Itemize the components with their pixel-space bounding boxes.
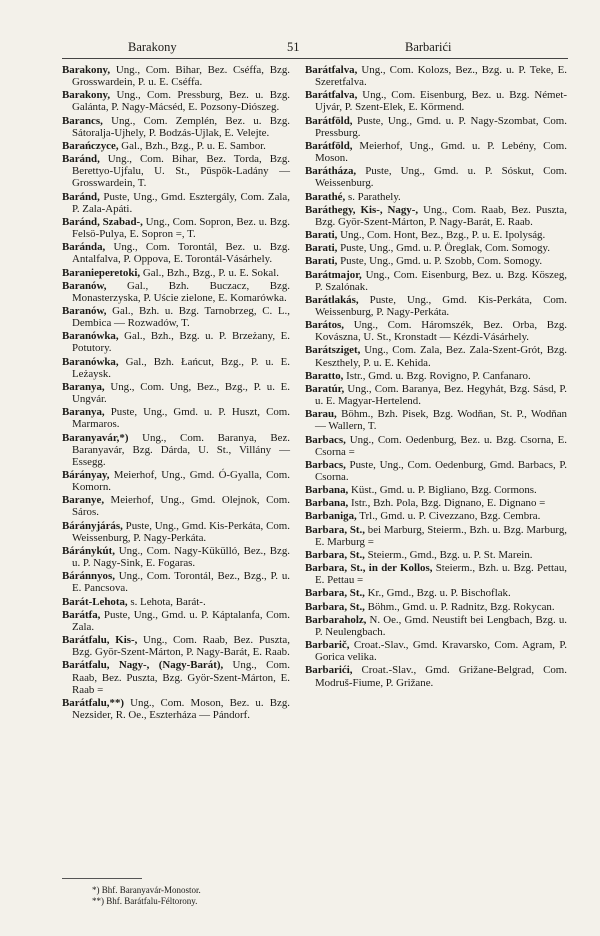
gazetteer-entry (305, 497, 567, 509)
entry-details: Ung., Com. Zemplén, Bez. u. Bzg. Sátoralja-Ujhely, P. Bodzás-Ujlak, E. Velejte. (72, 114, 290, 139)
gazetteer-entry (62, 596, 290, 608)
gazetteer-entry (62, 570, 290, 594)
entry-details: Meierhof, Ung., Gmd. Olejnok, Com. Sáros. (72, 494, 290, 519)
entry-details: Puste, Ung., Gmd. u. P. Sóskut, Com. Weissenburg. (315, 165, 567, 190)
entry-headword: Baránd, (62, 153, 100, 166)
gazetteer-entry (305, 204, 567, 228)
entry-details: Böhm., Bzh. Pisek, Bzg. Wodňan, St. P., Wodňan — Wallern, T. (315, 408, 567, 433)
entry-headword: Barátföld, (305, 114, 353, 127)
entry-details: Ung., Com. Eisenburg, Bez. u. Bzg. Köszeg, P. Szalónak. (315, 268, 567, 293)
entry-headword: Barátháza, (305, 165, 357, 178)
entry-details: s. Parathely. (345, 190, 401, 203)
entry-headword: Barbaniga, (305, 510, 357, 523)
entry-details: Puste, Ung., Gmd. u. P. Káptalanfa, Com. Zala. (72, 608, 290, 633)
entry-headword: Barátföld, (305, 139, 353, 152)
gazetteer-entry (62, 697, 290, 721)
entry-details: Ung., Com. Hont, Bez., Bzg., P. u. E. Ipolyság. (337, 229, 546, 242)
gazetteer-entry (62, 64, 290, 88)
gazetteer-entry (62, 469, 290, 493)
entry-headword: Barbarići, (305, 664, 353, 677)
entry-headword: Barátlakás, (305, 293, 359, 306)
entry-headword: Baratto, (305, 369, 344, 382)
entry-details: Ung., Com. Oedenburg, Bez. u. Bzg. Csorna, E. Csorna = (315, 433, 567, 458)
entry-details: Gal., Bzh. Łańcut, Bzg., P. u. E. Leżaysk. (72, 355, 290, 380)
entry-details: Steierm., Gmd., Bzg. u. P. St. Marein. (364, 548, 533, 561)
footnote-rule (62, 878, 142, 879)
gazetteer-entry (305, 269, 567, 293)
entry-details: Ung., Com. Bihar, Bez. Cséffa, Bzg. Grosswardein, P. u. E. Cséffa. (72, 64, 290, 89)
entry-details: Ung., Com. Torontál, Bez. u. Bzg. Antalfalva, P. Oppova, E. Torontál-Vásárhely. (72, 241, 290, 266)
gazetteer-entry (62, 609, 290, 633)
gazetteer-entry (305, 115, 567, 139)
entry-headword: Baranye, (62, 494, 105, 507)
gazetteer-entry (305, 524, 567, 548)
entry-headword: Barbarič, (305, 639, 350, 652)
entry-details: s. Lehota, Barát-. (127, 595, 206, 608)
entry-details: bei Marburg, Steierm., Bzh. u. Bzg. Marburg, E. Marburg = (315, 523, 567, 548)
entry-headword: Baranów, (62, 304, 107, 317)
entry-headword: Baranya, (62, 406, 105, 419)
gazetteer-entry (62, 191, 290, 215)
entry-details: Ung., Com. Sopron, Bez. u. Bzg. Felsö-Pulya, E. Sopron =, T. (72, 215, 291, 241)
entry-details: Küst., Gmd. u. P. Bigliano, Bzg. Cormons. (348, 484, 537, 497)
entry-headword: Baránda, (62, 241, 106, 254)
footnote: **) Bhf. Barátfalu-Féltorony. (92, 896, 198, 906)
entry-headword: Barátfalu, Kis-, (62, 634, 138, 647)
entry-details: Gal., Bzh. u. Bzg. Tarnobrzeg, C. L., Dembica — Rozwadów, T. (72, 304, 290, 330)
entry-headword: Barbara, St., (305, 548, 365, 561)
entry-details: Ung., Com. Baranya, Bez. Hegyhát, Bzg. Sásd, P. u. E. Magyar-Hertelend. (315, 382, 567, 408)
gazetteer-entry (62, 356, 290, 380)
entry-headword: Baranówka, (62, 355, 119, 368)
entry-headword: Barati, (305, 242, 338, 255)
left-column (62, 64, 290, 722)
running-header (0, 40, 600, 60)
entry-headword: Barbana, (305, 484, 349, 497)
gazetteer-entry (62, 140, 290, 152)
entry-details: Ung., Com. Torontál, Bez., Bzg., P. u. E. Pancsova. (72, 570, 290, 595)
gazetteer-entry (62, 241, 290, 265)
gazetteer-entry (305, 587, 567, 599)
entry-details: Gal., Bzh., Bzg., P. u. E. Sokal. (140, 266, 280, 279)
gazetteer-entry (305, 484, 567, 496)
gazetteer-entry (305, 64, 567, 88)
page-number: 51 (287, 40, 300, 54)
gazetteer-entry (62, 545, 290, 569)
gazetteer-entry (305, 434, 567, 458)
entry-headword: Barakony, (62, 64, 111, 76)
entry-headword: Barát-Lehota, (62, 595, 128, 608)
entry-headword: Barati, (305, 229, 338, 242)
gazetteer-entry (305, 255, 567, 267)
entry-headword: Barau, (305, 408, 337, 421)
entry-details: Ung., Com. Raab, Bez. Puszta, Bzg. Györ-Szent-Márton, P. Nagy-Barát, E. Raab. (72, 634, 290, 659)
gazetteer-entry (62, 153, 290, 189)
entry-headword: Barbacs, (305, 433, 346, 446)
entry-headword: Barátfa, (62, 608, 101, 621)
gazetteer-entry (305, 319, 567, 343)
entry-details: Gal., Bzh., Bzg., P. u. E. Sambor. (118, 139, 266, 152)
entry-details: Puste, Ung., Gmd. u. P. Szobb, Com. Somogy. (337, 255, 543, 268)
gazetteer-entry (305, 89, 567, 113)
entry-headword: Barancs, (62, 114, 103, 127)
entry-headword: Bárányjárás, (62, 519, 123, 532)
gazetteer-entry (62, 267, 290, 279)
entry-details: Ung., Com. Zala, Bez. Zala-Szent-Grót, Bzg. Keszthely, P. u. E. Kehida. (315, 344, 567, 369)
entry-details: Puste, Ung., Gmd. u. P. Nagy-Szombat, Com. Pressburg. (315, 114, 567, 139)
entry-details: Ung., Com. Háromszék, Bez. Orba, Bzg. Kovászna, U. St., Kronstadt — Kézdi-Vásárhely. (315, 319, 567, 344)
entry-details: Ung., Com. Raab, Bez. Puszta, Bzg. Györ-Szent-Márton, P. Nagy-Barát, E. Raab. (315, 203, 567, 228)
entry-headword: Barátfalva, (305, 89, 358, 102)
entry-details: Puste, Ung., Gmd. Esztergály, Com. Zala, P. Zala-Apáti. (72, 190, 290, 215)
entry-headword: Baráthegy, Kis-, Nagy-, (305, 203, 419, 216)
gazetteer-entry (62, 305, 290, 329)
entry-details: Puste, Ung., Gmd. Kis-Perkáta, Com. Weissenburg, P. Nagy-Perkáta. (72, 519, 290, 544)
entry-headword: Baranieperetoki, (62, 266, 141, 279)
entry-headword: Barańczyce, (62, 139, 119, 152)
entry-headword: Barbara, St., (305, 600, 365, 613)
right-column (305, 64, 567, 690)
entry-details: Puste, Ung., Gmd. u. P. Öreglak, Com. Somogy. (337, 242, 550, 255)
entry-details: Ung., Com. Nagy-Kükülló, Bez., Bzg. u. P. Nagy-Sink, E. Fogaras. (72, 544, 290, 570)
gazetteer-entry (62, 330, 290, 354)
gazetteer-entry (62, 406, 290, 430)
entry-details: Ung., Com. Baranya, Bez. Baranyavár, Bzg. Dárda, U. St., Villány — Essegg. (72, 431, 290, 468)
gazetteer-entry (62, 216, 290, 240)
gazetteer-entry (305, 191, 567, 203)
entry-headword: Baranya, (62, 380, 105, 393)
entry-headword: Baranyavár,*) (62, 431, 129, 444)
entry-details: Ung., Com. Pressburg, Bez. u. Bzg. Galánta, P. Nagy-Mácséd, E. Pozsony-Diószeg. (72, 89, 290, 114)
gazetteer-entry (62, 89, 290, 113)
gazetteer-entry (305, 601, 567, 613)
entry-details: Istr., Gmd. u. Bzg. Rovigno, P. Canfanaro. (343, 369, 531, 382)
entry-details: Trl., Gmd. u. P. Civezzano, Bzg. Cembra. (356, 510, 541, 523)
gazetteer-entry (305, 242, 567, 254)
gazetteer-entry (305, 294, 567, 318)
entry-headword: Barátfalu, Nagy-, (Nagy-Barát), (62, 659, 224, 672)
entry-details: Meierhof, Ung., Gmd. u. P. Lebény, Com. Moson. (315, 139, 567, 165)
entry-details: Steierm., Bzh. u. Bzg. Pettau, E. Pettau = (315, 562, 567, 587)
gazetteer-entry (62, 494, 290, 518)
entry-headword: Barbara, St., in der Kollos, (305, 562, 433, 575)
header-left-keyword: Barakony (128, 40, 177, 54)
entry-details: Puste, Ung., Gmd. u. P. Huszt, Com. Marmaros. (72, 406, 290, 431)
header-rule (62, 58, 568, 59)
entry-headword: Barátfalva, (305, 64, 358, 76)
entry-headword: Barátsziget, (305, 344, 361, 357)
entry-details: Puste, Ung., Gmd. Kis-Perkáta, Com. Weissenburg, P. Nagy-Perkáta. (315, 293, 567, 318)
entry-headword: Barátmajor, (305, 268, 362, 281)
gazetteer-entry (305, 459, 567, 483)
gazetteer-entry (305, 549, 567, 561)
entry-headword: Bárányay, (62, 469, 110, 481)
gazetteer-entry (305, 370, 567, 382)
entry-details: Ung., Com. Kolozs, Bez., Bzg. u. P. Teke, E. Szeretfalva. (315, 64, 567, 89)
gazetteer-entry (305, 344, 567, 368)
entry-headword: Baránd, (62, 190, 100, 203)
entry-headword: Barátos, (305, 319, 345, 332)
gazetteer-entry (305, 510, 567, 522)
entry-details: Ung., Com. Moson, Bez. u. Bzg. Nezsider, R. Oe., Eszterháza — Pándorf. (72, 696, 290, 721)
entry-headword: Barbara, St., (305, 587, 365, 600)
gazetteer-entry (305, 562, 567, 586)
gazetteer-entry (305, 639, 567, 663)
gazetteer-entry (305, 614, 567, 638)
entry-headword: Barbara, St., (305, 523, 365, 536)
entry-headword: Barati, (305, 255, 338, 268)
gazetteer-entry (305, 383, 567, 407)
entry-headword: Baranówka, (62, 330, 119, 343)
gazetteer-entry (305, 140, 567, 164)
entry-headword: Báránnyos, (62, 570, 115, 583)
entry-headword: Baránd, Szabad-, (62, 215, 143, 228)
entry-details: Croat.-Slav., Gmd. Kravarsko, Com. Agram, P. Gorica velika. (315, 639, 567, 664)
gazetteer-entry (305, 229, 567, 241)
entry-details: Ung., Com. Raab, Bez. Puszta, Bzg. Györ-Szent-Márton, E. Raab = (72, 659, 290, 696)
entry-details: Croat.-Slav., Gmd. Grižane-Belgrad, Com. Modruš-Fiume, P. Grižane. (315, 664, 567, 689)
gazetteer-entry (62, 520, 290, 544)
gazetteer-entry (62, 634, 290, 658)
entry-details: Ung., Com. Ung, Bez., Bzg., P. u. E. Ungvár. (72, 380, 290, 406)
entry-details: Böhm., Gmd. u. P. Radnitz, Bzg. Rokycan. (364, 600, 555, 613)
entry-details: Gal., Bzh. Buczacz, Bzg. Monasterzyska, P. Uście zielone, E. Komarówka. (72, 279, 290, 304)
entry-details: N. Oe., Gmd. Neustift bei Lengbach, Bzg. u. P. Neulengbach. (315, 613, 567, 638)
entry-details: Puste, Ung., Com. Oedenburg, Gmd. Barbacs, P. Csorna. (315, 458, 567, 483)
entry-headword: Baratúr, (305, 382, 345, 395)
header-right-keyword: Barbarići (405, 40, 452, 54)
gazetteer-entry (62, 280, 290, 304)
entry-details: Istr., Bzh. Pola, Bzg. Dignano, E. Dignano = (348, 497, 546, 510)
entry-headword: Barbana, (305, 497, 349, 510)
entry-details: Meierhof, Ung., Gmd. Ó-Gyalla, Com. Komorn. (72, 469, 290, 494)
entry-details: Ung., Com. Bihar, Bez. Torda, Bzg. Berettyo-Ujfalu, U. St., Püspök-Ladány — Grosswardein, T. (72, 153, 290, 190)
gazetteer-entry (305, 664, 567, 688)
entry-headword: Barátfalu,**) (62, 696, 125, 709)
entry-details: Kr., Gmd., Bzg. u. P. Bischoflak. (364, 587, 511, 600)
entry-headword: Barathé, (305, 190, 346, 203)
footnote: *) Bhf. Baranyavár-Monostor. (92, 885, 201, 895)
gazetteer-entry (62, 115, 290, 139)
gazetteer-entry (62, 432, 290, 468)
footnotes (92, 885, 201, 907)
gazetteer-entry (305, 165, 567, 189)
gazetteer-entry (62, 381, 290, 405)
entry-headword: Barakony, (62, 89, 111, 102)
entry-details: Ung., Com. Eisenburg, Bez. u. Bzg. Német-Ujvár, P. Szent-Elek, E. Körmend. (315, 89, 567, 114)
entry-headword: Báránykút, (62, 544, 115, 557)
entry-headword: Barbaraholz, (305, 613, 367, 626)
gazetteer-entry (305, 408, 567, 432)
entry-headword: Baranów, (62, 279, 107, 292)
entry-headword: Barbacs, (305, 458, 346, 471)
entry-details: Gal., Bzh., Bzg. u. P. Brzeżany, E. Potutory. (72, 330, 290, 355)
gazetteer-entry (62, 659, 290, 695)
